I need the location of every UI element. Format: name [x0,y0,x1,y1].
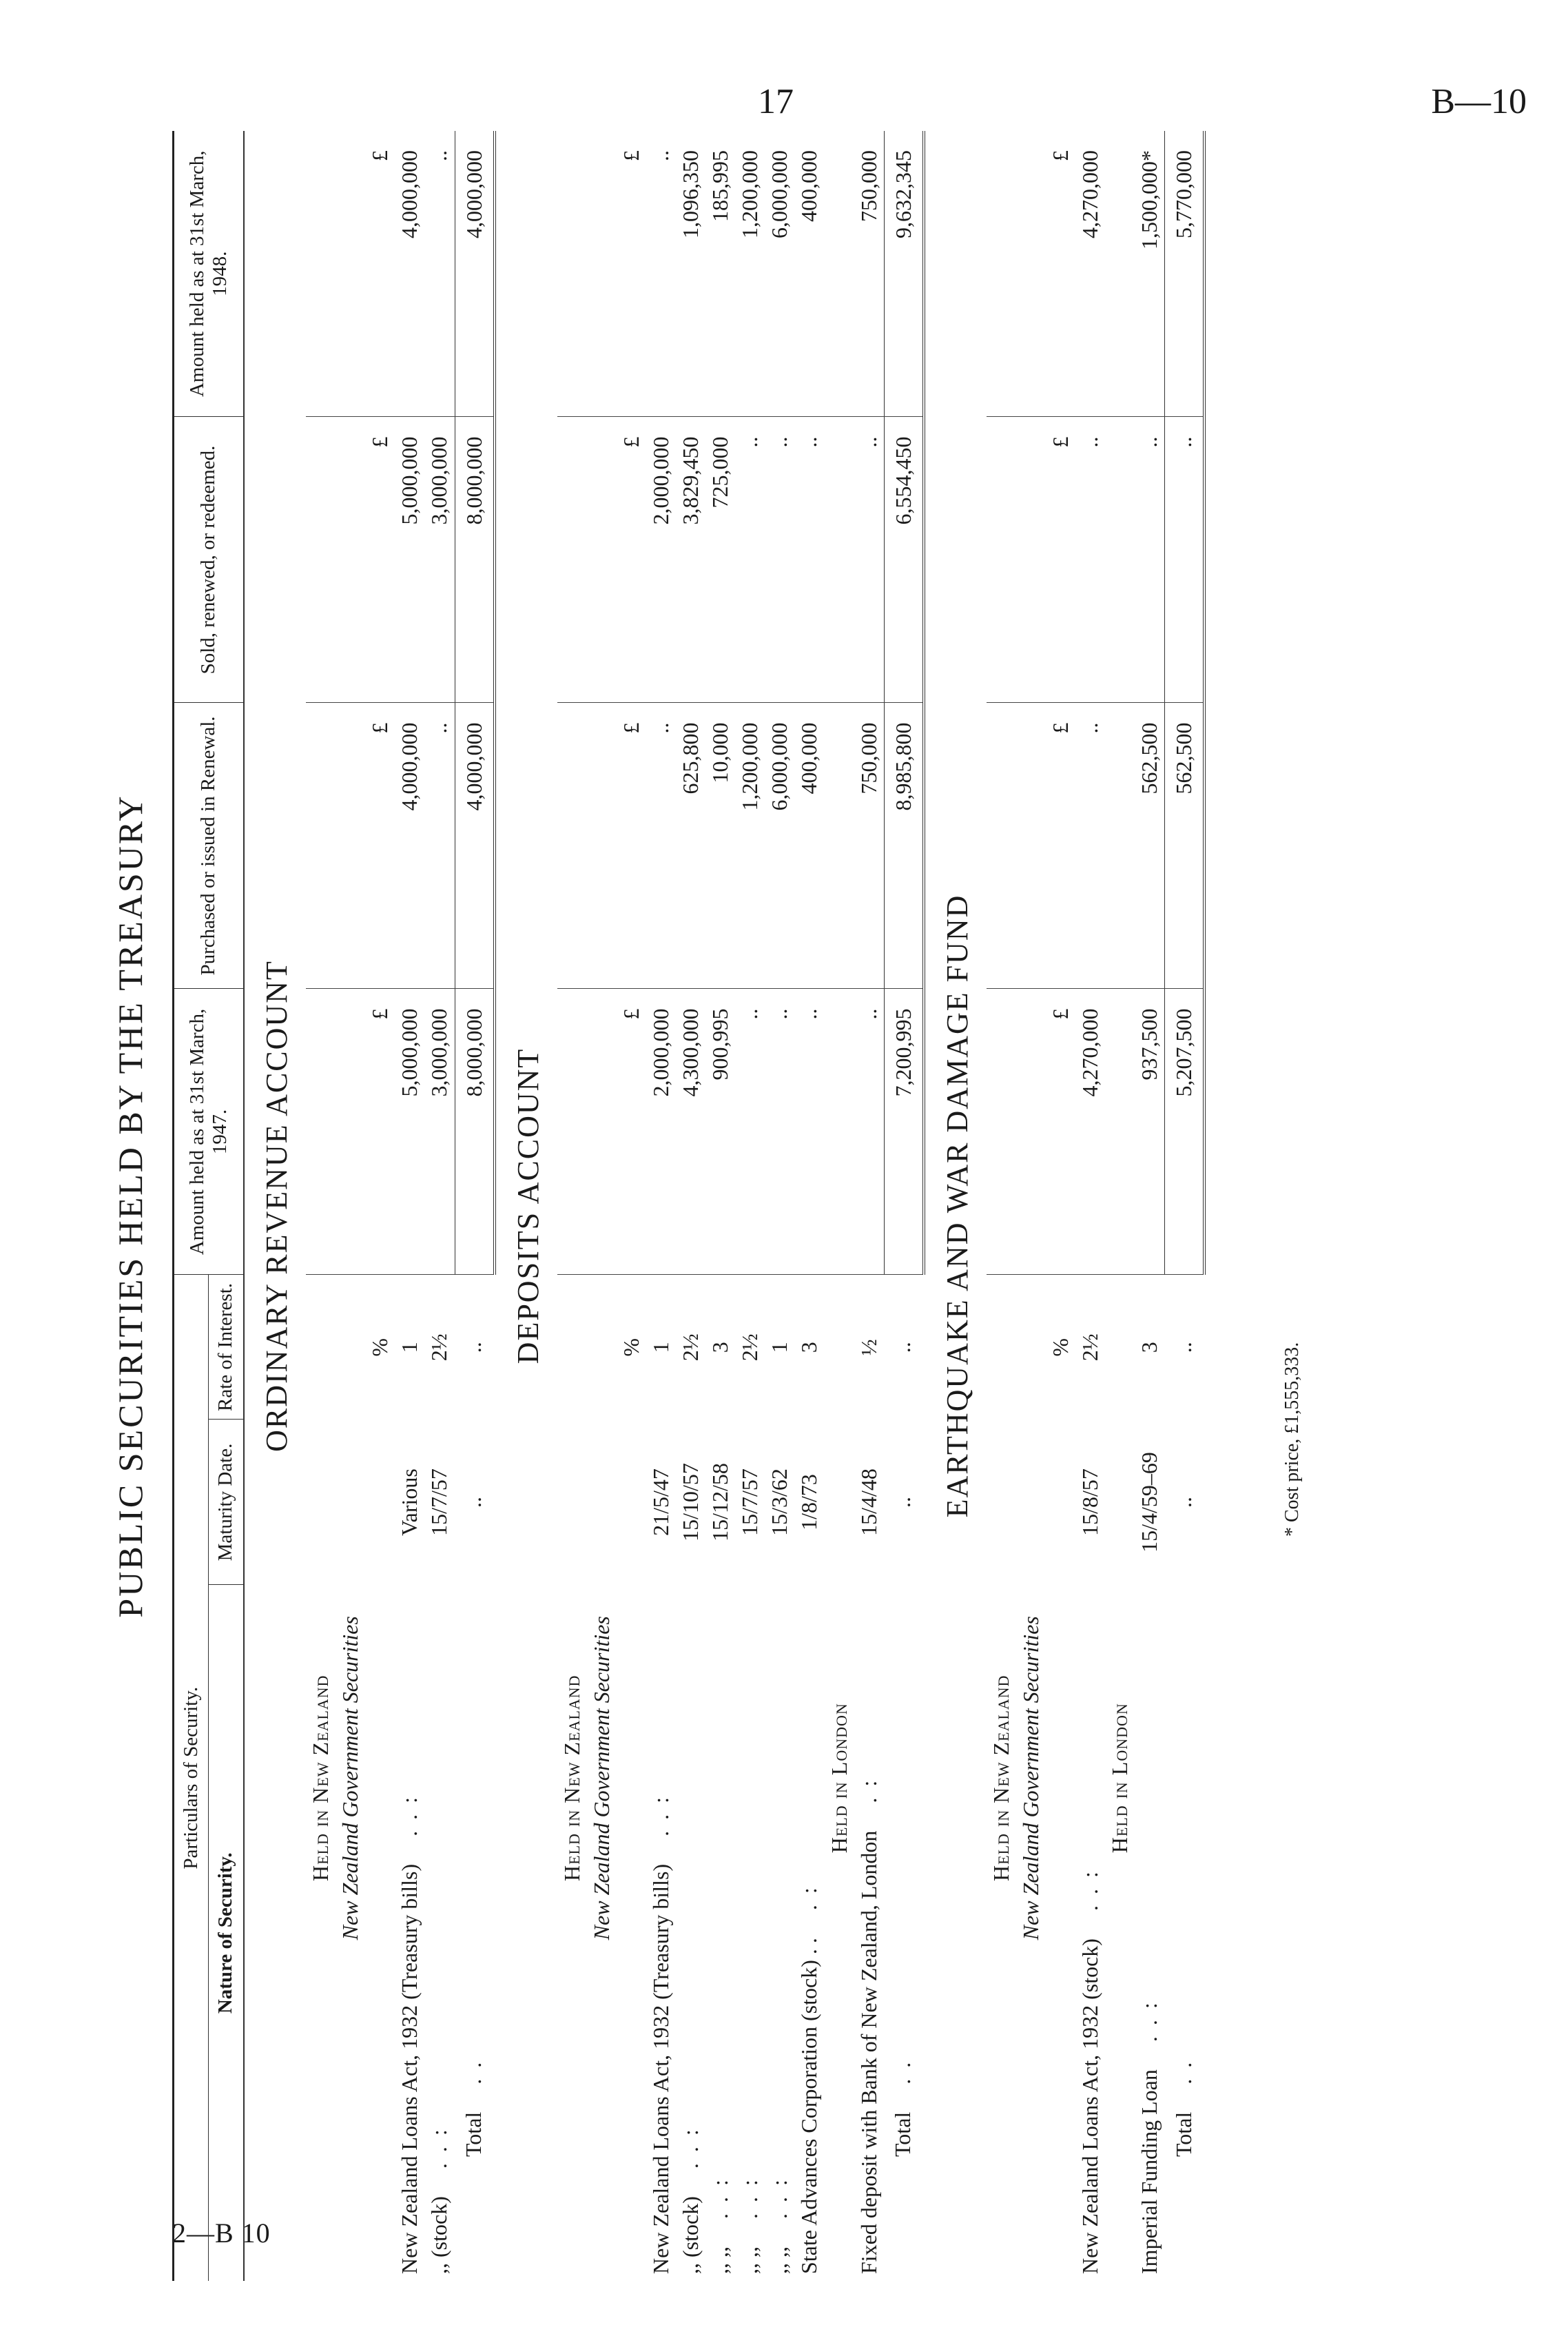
amount-sold: .. [1135,417,1165,703]
empty-amount-cell [1016,703,1046,989]
empty-amount-cell [825,417,854,703]
empty-amount-cell [1016,131,1046,417]
unit-symbol-row [365,131,395,2281]
section-heading-row [495,131,558,2281]
nature-text: Total [461,2111,486,2157]
header-held-1947: Amount held as at 31st March, 1947. [174,989,244,1275]
amount-purchased: .. [646,703,676,989]
header-purchased: Purchased or issued in Renewal. [174,703,244,989]
empty-amount-cell [1105,417,1135,703]
total-row [455,131,495,2281]
amount-held-1948: 6,000,000 [765,131,794,417]
footnote: * Cost price, £1,555,333. [1281,1342,1303,1537]
table-row [1135,131,1165,2281]
amount-purchased: .. [424,703,455,989]
pound-symbol: £ [365,131,395,417]
amount-held-1948: 4,270,000 [1075,131,1105,417]
total-label [1165,1585,1205,2281]
nature-text: New Zealand Loans Act, 1932 (Treasury bills) [648,1863,674,2274]
percent-symbol: % [1048,1338,1073,1357]
empty-amount-cell [336,417,365,703]
amount-held-1947: 8,000,000 [455,989,495,1275]
amount-purchased: 10,000 [705,703,735,989]
leader-dots: . . : [678,2127,703,2169]
security-nature [735,1585,765,2281]
government-securities-heading: New Zealand Government Securities [589,1616,615,1940]
amount-held-1948: 9,632,345 [884,131,924,417]
empty-amount-cell [336,131,365,417]
interest-rate: 2½ [737,1333,763,1362]
amount-purchased: .. [1075,703,1105,989]
empty-amount-cell [306,131,336,417]
leader-dots: . . : [1077,1869,1103,1912]
maturity-date: 15/3/62 [767,1468,792,1536]
unit-symbol-row [1046,131,1075,2281]
leader-dots: . . : [648,1794,674,1836]
maturity-date: 1/8/73 [796,1474,822,1530]
amount-held-1948: 400,000 [794,131,824,417]
subheading-row [587,131,617,2281]
security-nature [395,1585,424,2281]
amount-held-1948: 1,500,000* [1135,131,1165,417]
maturity-date: 15/10/57 [678,1463,703,1542]
amount-held-1947: 7,200,995 [884,989,924,1275]
maturity-date: .. [890,1497,916,1508]
table-row [735,131,765,2281]
amount-purchased: 562,500 [1165,703,1205,989]
empty-amount-cell [825,989,854,1275]
amount-held-1948: 5,770,000 [1165,131,1205,417]
amount-held-1947: .. [794,989,824,1275]
amount-held-1947: .. [854,989,885,1275]
pound-symbol: £ [1046,131,1075,417]
table-row [676,131,705,2281]
held-in-nz-heading [306,131,336,2281]
pound-symbol: £ [1046,989,1075,1275]
empty-amount-cell [1105,703,1135,989]
leader-dots: . . [461,2059,486,2085]
amount-purchased: 750,000 [854,703,885,989]
security-nature [424,1585,455,2281]
nature-text: Fixed deposit with Bank of New Zealand, London [856,1830,881,2274]
held-in-nz-heading [557,131,587,2281]
nature-text: ,, (stock) [678,2196,703,2274]
nature-text: Imperial Funding Loan [1137,2069,1162,2274]
amount-sold: .. [854,417,885,703]
leader-dots: . : [796,1885,822,1911]
pound-symbol: £ [365,703,395,989]
amount-held-1947: 2,000,000 [646,989,676,1275]
held-in-nz-heading [987,131,1016,2281]
security-nature [765,1585,794,2281]
header-sold: Sold, renewed, or redeemed. [174,417,244,703]
rotated-table-region [110,131,1461,2281]
security-nature [646,1585,676,2281]
interest-rate: 2½ [1077,1333,1103,1362]
empty-amount-cell [557,989,587,1275]
interest-rate: 1 [648,1342,674,1353]
interest-rate: 1 [767,1342,792,1353]
interest-rate: ½ [856,1339,881,1356]
empty-amount-cell [336,703,365,989]
amount-held-1947: 4,300,000 [676,989,705,1275]
table-row [395,131,424,2281]
leader-dots: . . : [1137,2000,1162,2042]
pound-symbol: £ [617,989,646,1275]
amount-held-1947: 5,207,500 [1165,989,1205,1275]
amount-sold: 725,000 [705,417,735,703]
section-heading-row [924,131,987,2281]
nature-text: New Zealand Loans Act, 1932 (stock) [1077,1938,1103,2274]
label-cell: Held in New Zealand [989,1674,1014,1881]
empty-amount-cell [587,703,617,989]
section-title: EARTHQUAKE AND WAR DAMAGE FUND [940,894,974,1518]
pound-symbol: £ [1046,703,1075,989]
amount-purchased: 8,985,800 [884,703,924,989]
header-nature: Nature of Security. [209,1585,244,2281]
pound-symbol: £ [617,131,646,417]
maturity-date: 15/4/59–69 [1137,1452,1162,1553]
empty-amount-cell [987,703,1016,989]
amount-sold: .. [1075,417,1105,703]
subheading-row [336,131,365,2281]
maturity-date: Various [397,1468,422,1536]
label-cell: Held in London [1107,1703,1133,1854]
empty-cell [365,1420,395,2281]
total-row [884,131,924,2281]
table-row [646,131,676,2281]
empty-amount-cell [587,417,617,703]
page-title: PUBLIC SECURITIES HELD BY THE TREASURY [111,794,149,1618]
section-heading-row [244,131,307,2281]
amount-sold: .. [765,417,794,703]
header-rate: Rate of Interest. [209,1275,244,1420]
empty-amount-cell [1016,989,1046,1275]
nature-text: State Advances Corporation (stock) . . [796,1938,822,2274]
table-body [244,131,1205,2281]
unit-symbol-row [617,131,646,2281]
maturity-date: .. [461,1497,486,1508]
table-row [794,131,824,2281]
nature-text: New Zealand Loans Act, 1932 (Treasury bills) [397,1863,422,2274]
security-nature [1075,1585,1105,2281]
empty-amount-cell [587,989,617,1275]
total-label [884,1585,924,2281]
pound-symbol: £ [365,417,395,703]
section-title: ORDINARY REVENUE ACCOUNT [259,960,293,1452]
security-nature [676,1585,705,2281]
percent-symbol: % [619,1338,644,1357]
subheading-row [1016,131,1046,2281]
nature-text: ,, ,, [737,2246,763,2274]
amount-held-1947: 4,270,000 [1075,989,1105,1275]
amount-sold: 3,000,000 [424,417,455,703]
maturity-date: 21/5/47 [648,1468,674,1536]
empty-amount-cell [825,131,854,417]
held-in-london-heading [1105,131,1135,2281]
table-row [424,131,455,2281]
empty-amount-cell [825,703,854,989]
pound-symbol: £ [1046,417,1075,703]
securities-table [172,131,1206,2281]
pound-symbol: £ [617,417,646,703]
nature-text: ,, (stock) [426,2196,452,2274]
amount-held-1947: 900,995 [705,989,735,1275]
nature-text: Total [890,2111,916,2157]
maturity-date: 15/8/57 [1077,1468,1103,1536]
maturity-date: 15/12/58 [708,1463,733,1542]
amount-sold: 3,829,450 [676,417,705,703]
security-nature [705,1585,735,2281]
security-nature [794,1585,824,2281]
empty-amount-cell [557,703,587,989]
empty-amount-cell [987,417,1016,703]
empty-amount-cell [557,417,587,703]
amount-held-1948: .. [424,131,455,417]
amount-sold: 8,000,000 [455,417,495,703]
percent-symbol: % [367,1338,393,1357]
amount-held-1948: 1,096,350 [676,131,705,417]
empty-amount-cell [336,989,365,1275]
leader-dots: . . [890,2059,916,2085]
amount-held-1948: 4,000,000 [395,131,424,417]
header-maturity: Maturity Date. [209,1420,244,1585]
maturity-date: .. [1170,1497,1196,1508]
amount-purchased: 4,000,000 [395,703,424,989]
interest-rate: .. [1170,1342,1196,1353]
section-title: DEPOSITS ACCOUNT [510,1047,545,1364]
amount-held-1947: .. [735,989,765,1275]
total-label [455,1585,495,2281]
leader-dots: . . : [767,2177,792,2219]
empty-amount-cell [306,417,336,703]
amount-purchased: 4,000,000 [455,703,495,989]
nature-text: ,, ,, [708,2246,733,2274]
page-reference: B—10 [1431,82,1527,121]
empty-amount-cell [987,989,1016,1275]
held-in-london-heading [825,131,854,2281]
label-cell: Held in New Zealand [559,1674,585,1881]
nature-text: Total [1170,2111,1196,2157]
header-held-1948: Amount held as at 31st March, 1948. [174,131,244,417]
amount-sold: .. [794,417,824,703]
interest-rate: 3 [708,1342,733,1353]
empty-amount-cell [1016,417,1046,703]
empty-amount-cell [1105,131,1135,417]
interest-rate: 3 [796,1342,822,1353]
empty-amount-cell [587,131,617,417]
amount-held-1948: 4,000,000 [455,131,495,417]
amount-held-1947: .. [765,989,794,1275]
pound-symbol: £ [617,703,646,989]
leader-dots: . . [1170,2059,1196,2085]
amount-purchased: 1,200,000 [735,703,765,989]
label-cell: Held in London [826,1703,852,1854]
security-nature [1135,1585,1165,2281]
empty-amount-cell [306,703,336,989]
amount-purchased: 400,000 [794,703,824,989]
interest-rate: 1 [397,1342,422,1353]
empty-amount-cell [1105,989,1135,1275]
interest-rate: 2½ [678,1333,703,1362]
amount-held-1948: 1,200,000 [735,131,765,417]
amount-held-1947: 937,500 [1135,989,1165,1275]
amount-held-1948: 185,995 [705,131,735,417]
table-row [765,131,794,2281]
footer-reference: 2—B 10 [172,2218,271,2249]
empty-amount-cell [557,131,587,417]
amount-held-1947: 5,000,000 [395,989,424,1275]
table-row [854,131,885,2281]
header-particulars: Particulars of Security. [174,1275,209,2281]
amount-purchased: 6,000,000 [765,703,794,989]
amount-held-1947: 3,000,000 [424,989,455,1275]
label-cell: Held in New Zealand [308,1674,333,1881]
leader-dots: . . : [426,2127,452,2169]
empty-amount-cell [306,989,336,1275]
government-securities-heading: New Zealand Government Securities [1018,1616,1044,1940]
amount-sold: 5,000,000 [395,417,424,703]
interest-rate: 3 [1137,1342,1162,1353]
leader-dots: . . : [397,1794,422,1836]
amount-sold: .. [1165,417,1205,703]
nature-text: ,, ,, [767,2246,792,2274]
page-number: 17 [758,82,794,121]
empty-cell [1046,1420,1075,2281]
government-securities-heading: New Zealand Government Securities [338,1616,363,1940]
maturity-date: 15/4/48 [856,1468,881,1536]
table-row [705,131,735,2281]
empty-cell [617,1420,646,2281]
maturity-date: 15/7/57 [426,1468,452,1536]
amount-purchased: 625,800 [676,703,705,989]
maturity-date: 15/7/57 [737,1468,763,1536]
amount-sold: 6,554,450 [884,417,924,703]
amount-sold: 2,000,000 [646,417,676,703]
empty-amount-cell [987,131,1016,417]
amount-held-1948: 750,000 [854,131,885,417]
leader-dots: . : [856,1777,881,1803]
pound-symbol: £ [365,989,395,1275]
leader-dots: . . : [737,2177,763,2219]
leader-dots: . . : [708,2177,733,2219]
interest-rate: 2½ [426,1333,452,1362]
security-nature [854,1585,885,2281]
interest-rate: .. [461,1342,486,1353]
amount-held-1948: .. [646,131,676,417]
interest-rate: .. [890,1342,916,1353]
total-row [1165,131,1205,2281]
amount-sold: .. [735,417,765,703]
table-row [1075,131,1105,2281]
amount-purchased: 562,500 [1135,703,1165,989]
